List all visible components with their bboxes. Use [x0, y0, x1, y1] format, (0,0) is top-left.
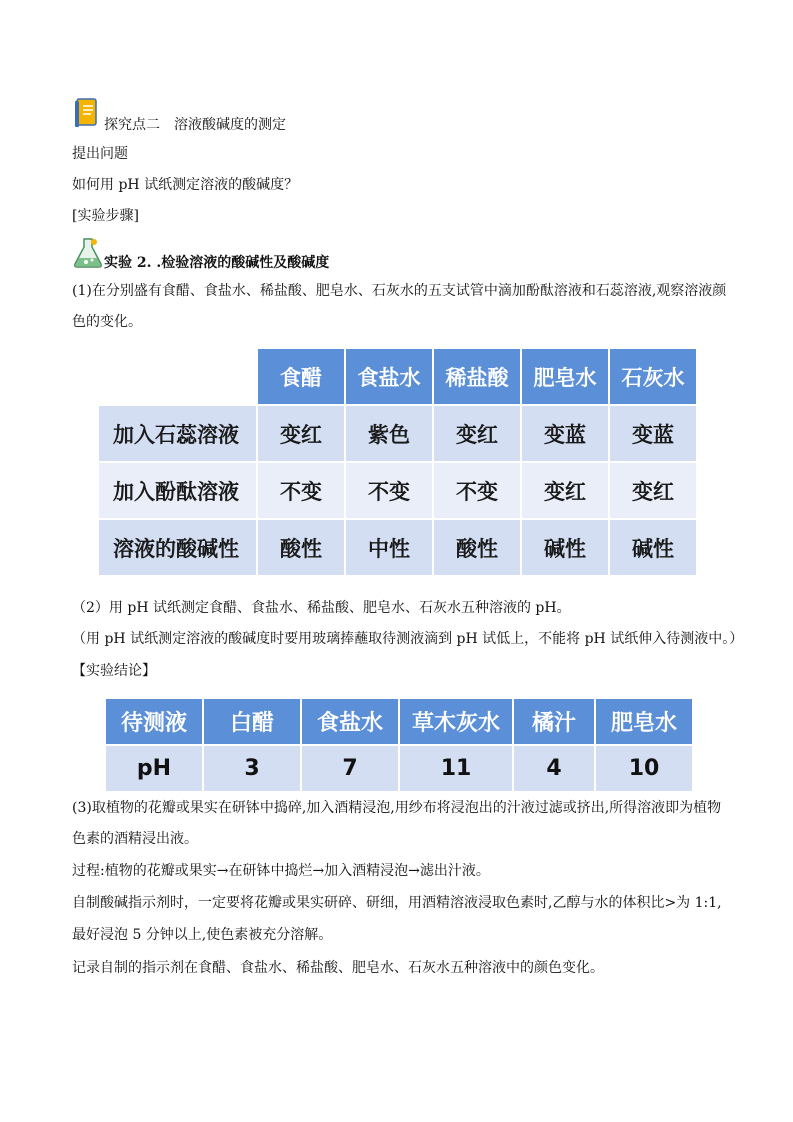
step1-line1: (1)在分别盛有食醋、食盐水、稀盐酸、肥皂水、石灰水的五支试管中滴加酚酞溶液和石蕊溶液,观察溶液颜 — [72, 283, 727, 299]
conclusion-heading: 【实验结论】 — [72, 663, 156, 679]
table-cell: 7 — [302, 746, 398, 791]
ph-table — [104, 697, 694, 793]
table-cell: 变红 — [522, 463, 608, 518]
book-icon — [74, 98, 98, 128]
column-header: 稀盐酸 — [434, 349, 520, 404]
table-cell: 3 — [204, 746, 300, 791]
table-cell: 11 — [400, 746, 512, 791]
step2: （2）用 pH 试纸测定食醋、食盐水、稀盐酸、肥皂水、石灰水五种溶液的 pH。 — [72, 600, 571, 616]
table-cell: 不变 — [258, 463, 344, 518]
flask-icon — [72, 236, 104, 268]
column-header: 肥皂水 — [522, 349, 608, 404]
step3-line2: 色素的酒精浸出液。 — [72, 831, 198, 847]
table-row — [99, 463, 696, 518]
column-header: 石灰水 — [610, 349, 696, 404]
table-row — [106, 746, 692, 791]
experiment-title: 实验 2. .检验溶液的酸碱性及酸碱度 — [104, 255, 330, 271]
note-line1: 自制酸碱指示剂时，一定要将花瓣或果实研碎、研细，用酒精溶液浸取色素时,乙醇与水的体积比>为 1:1, — [72, 895, 722, 911]
table-cell: 不变 — [346, 463, 432, 518]
table-cell: 4 — [514, 746, 594, 791]
table-cell: 碱性 — [610, 520, 696, 575]
table-cell: 酸性 — [258, 520, 344, 575]
row-header: 加入酚酞溶液 — [99, 463, 256, 518]
section-title: 探究点二 溶液酸碱度的测定 — [104, 117, 286, 133]
table-cell: 中性 — [346, 520, 432, 575]
column-header: 肥皂水 — [596, 699, 692, 744]
step1-line2: 色的变化。 — [72, 314, 142, 330]
column-header: 食盐水 — [346, 349, 432, 404]
table-cell: 紫色 — [346, 406, 432, 461]
row-header: 溶液的酸碱性 — [99, 520, 256, 575]
table-row — [99, 520, 696, 575]
column-header: 橘汁 — [514, 699, 594, 744]
table-cell: 变红 — [610, 463, 696, 518]
row-header: pH — [106, 746, 202, 791]
steps-heading: [实验步骤] — [72, 208, 139, 224]
note-line2: 最好浸泡 5 分钟以上,使色素被充分溶解。 — [72, 927, 333, 943]
process-text: 过程:植物的花瓣或果实→在研钵中捣烂→加入酒精浸泡→滤出汁液。 — [72, 863, 490, 879]
indicator-table — [97, 347, 698, 577]
step3-line1: (3)取植物的花瓣或果实在研钵中捣碎,加入酒精浸泡,用纱布将浸泡出的汁液过滤或挤出,所得溶液即为植物 — [72, 800, 722, 816]
table-cell: 不变 — [434, 463, 520, 518]
table-cell: 变蓝 — [610, 406, 696, 461]
table-cell: 碱性 — [522, 520, 608, 575]
question: 如何用 pH 试纸测定溶液的酸碱度？ — [72, 177, 299, 193]
table-header-row — [106, 699, 692, 744]
column-header: 食醋 — [258, 349, 344, 404]
table-cell: 10 — [596, 746, 692, 791]
column-header: 白醋 — [204, 699, 300, 744]
record-text: 记录自制的指示剂在食醋、食盐水、稀盐酸、肥皂水、石灰水五种溶液中的颜色变化。 — [72, 960, 604, 976]
table-header-row — [99, 349, 696, 404]
row-header: 加入石蕊溶液 — [99, 406, 256, 461]
ask-heading: 提出问题 — [72, 146, 128, 162]
table-cell: 变红 — [258, 406, 344, 461]
table-corner-cell — [99, 349, 256, 404]
table-cell: 酸性 — [434, 520, 520, 575]
table-cell: 变红 — [434, 406, 520, 461]
column-header: 待测液 — [106, 699, 202, 744]
table-row — [99, 406, 696, 461]
table-cell: 变蓝 — [522, 406, 608, 461]
column-header: 草木灰水 — [400, 699, 512, 744]
column-header: 食盐水 — [302, 699, 398, 744]
step2-note: （用 pH 试纸测定溶液的酸碱度时要用玻璃捧蘸取待测液滴到 pH 试低上，不能将 pH 试纸伸入待测液中。） — [72, 631, 744, 647]
